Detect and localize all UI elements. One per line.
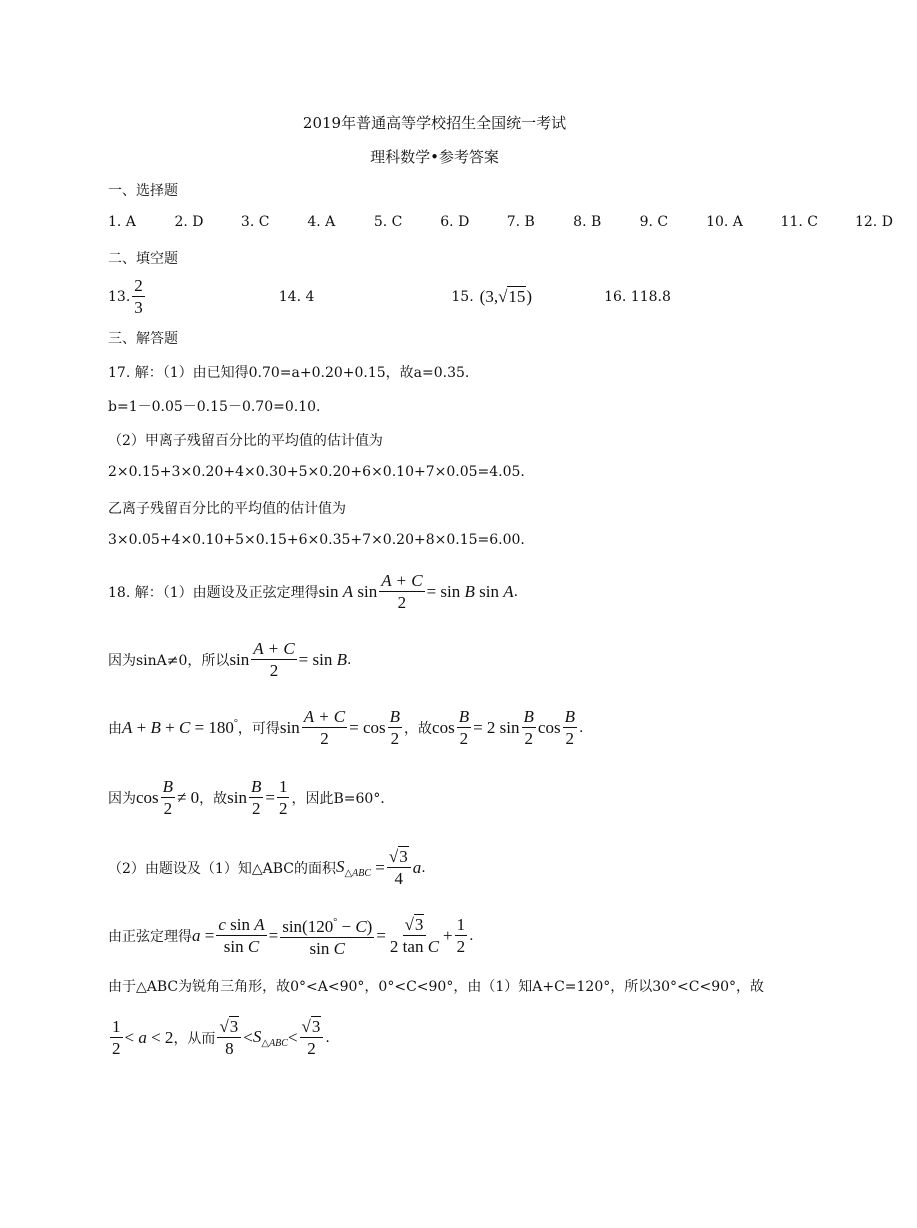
document-title: 2019年普通高等学校招生全国统一考试 (302, 114, 567, 132)
q18-line-8: $\frac{1}{2}$ < a < 2 ，从而 $\frac{√3}{8}$ < $S_{\triangle ABC}$ < $\frac{√3}{2}$ . (112, 1016, 330, 1058)
answer-7: 7. B (506, 214, 535, 230)
q18-line-4: 因为 cos $\frac{B}{2}$ ≠ 0 ，故 sin $\frac{B}{2}$ = $\frac{1}{2}$ ，因此B=60°． (108, 776, 395, 818)
document-subtitle: 理科数学•参考答案 (370, 148, 499, 166)
q14-answer: 14. 4 (278, 289, 315, 305)
answer-12: 12. D (854, 214, 893, 230)
q17-line-6: 3×0.05+4×0.10+5×0.15+6×0.35+7×0.20+8×0.15=6.00. (108, 532, 525, 548)
section-heading-solve: 三、解答题 (108, 331, 178, 347)
answer-4: 4. A (307, 214, 336, 230)
answer-6: 6. D (440, 214, 470, 230)
q17-line-5: 乙离子残留百分比的平均值的估计值为 (108, 501, 346, 517)
q13-label: 13. (108, 289, 131, 305)
answer-9: 9. C (639, 214, 669, 230)
q18-line-5: （2）由题设及（1）知△ABC的面积 $S_{\triangle ABC}$ = $\frac{√3}{4}$ a . (108, 846, 426, 888)
section-heading-choice: 一、选择题 (108, 183, 178, 199)
answer-1: 1. A (108, 214, 136, 230)
choice-answers (108, 214, 917, 230)
answer-11: 11. C (780, 214, 818, 230)
q18-line-3: 由 A + B + C = 180° ，可得 sin $\frac{A + C}{2}$ = cos $\frac{B}{2}$ ，故 cos $\frac{B}{2}$ = 2 sin $\frac{B}{2}$ cos $\frac{B}{2}$ . (108, 706, 584, 748)
q15-answer: (3,√15) (479, 287, 533, 306)
q18-line-7: 由于△ABC为锐角三角形，故0°<A<90°，0°<C<90°，由（1）知A+C=120°，所以30°<C<90°，故 (108, 979, 765, 995)
fill-answers (108, 274, 671, 320)
section-heading-fill: 二、填空题 (108, 251, 178, 267)
q18-line-2: 因为sinA≠0，所以 sin $\frac{A + C}{2}$ = sin B . (108, 638, 352, 680)
q17-line-3: （2）甲离子残留百分比的平均值的估计值为 (108, 433, 383, 449)
answer-10: 10. A (706, 214, 743, 230)
q17-line-1: 17. 解：（1）由已知得0.70=a+0.20+0.15，故a=0.35. (108, 365, 470, 381)
q18-line-6: 由正弦定理得 a = $\frac{\text{c sin A}}{\text{sin C}}$ = $\frac{\sin(120^\circ - C)}{\text{sin C}}$ = $\frac{√3}{\text{2 tan C}}$ + $\frac{1}{2}$ . (108, 914, 474, 958)
q17-line-4: 2×0.15+3×0.20+4×0.30+5×0.20+6×0.10+7×0.05=4.05. (108, 464, 525, 480)
q16-answer: 16. 118.8 (604, 289, 671, 305)
q13-fraction: $\frac{2}{3}$ (134, 275, 143, 317)
q15-label: 15. (451, 289, 474, 305)
q18-line-1: 18. 解：（1）由题设及正弦定理得 sin A sin $\frac{A + C}{2}$ = sin B sin A . (108, 570, 519, 612)
answer-8: 8. B (573, 214, 602, 230)
answer-2: 2. D (174, 214, 204, 230)
answer-3: 3. C (240, 214, 270, 230)
q17-line-2: b=1－0.05－0.15－0.70=0.10. (108, 399, 321, 415)
answer-5: 5. C (373, 214, 403, 230)
